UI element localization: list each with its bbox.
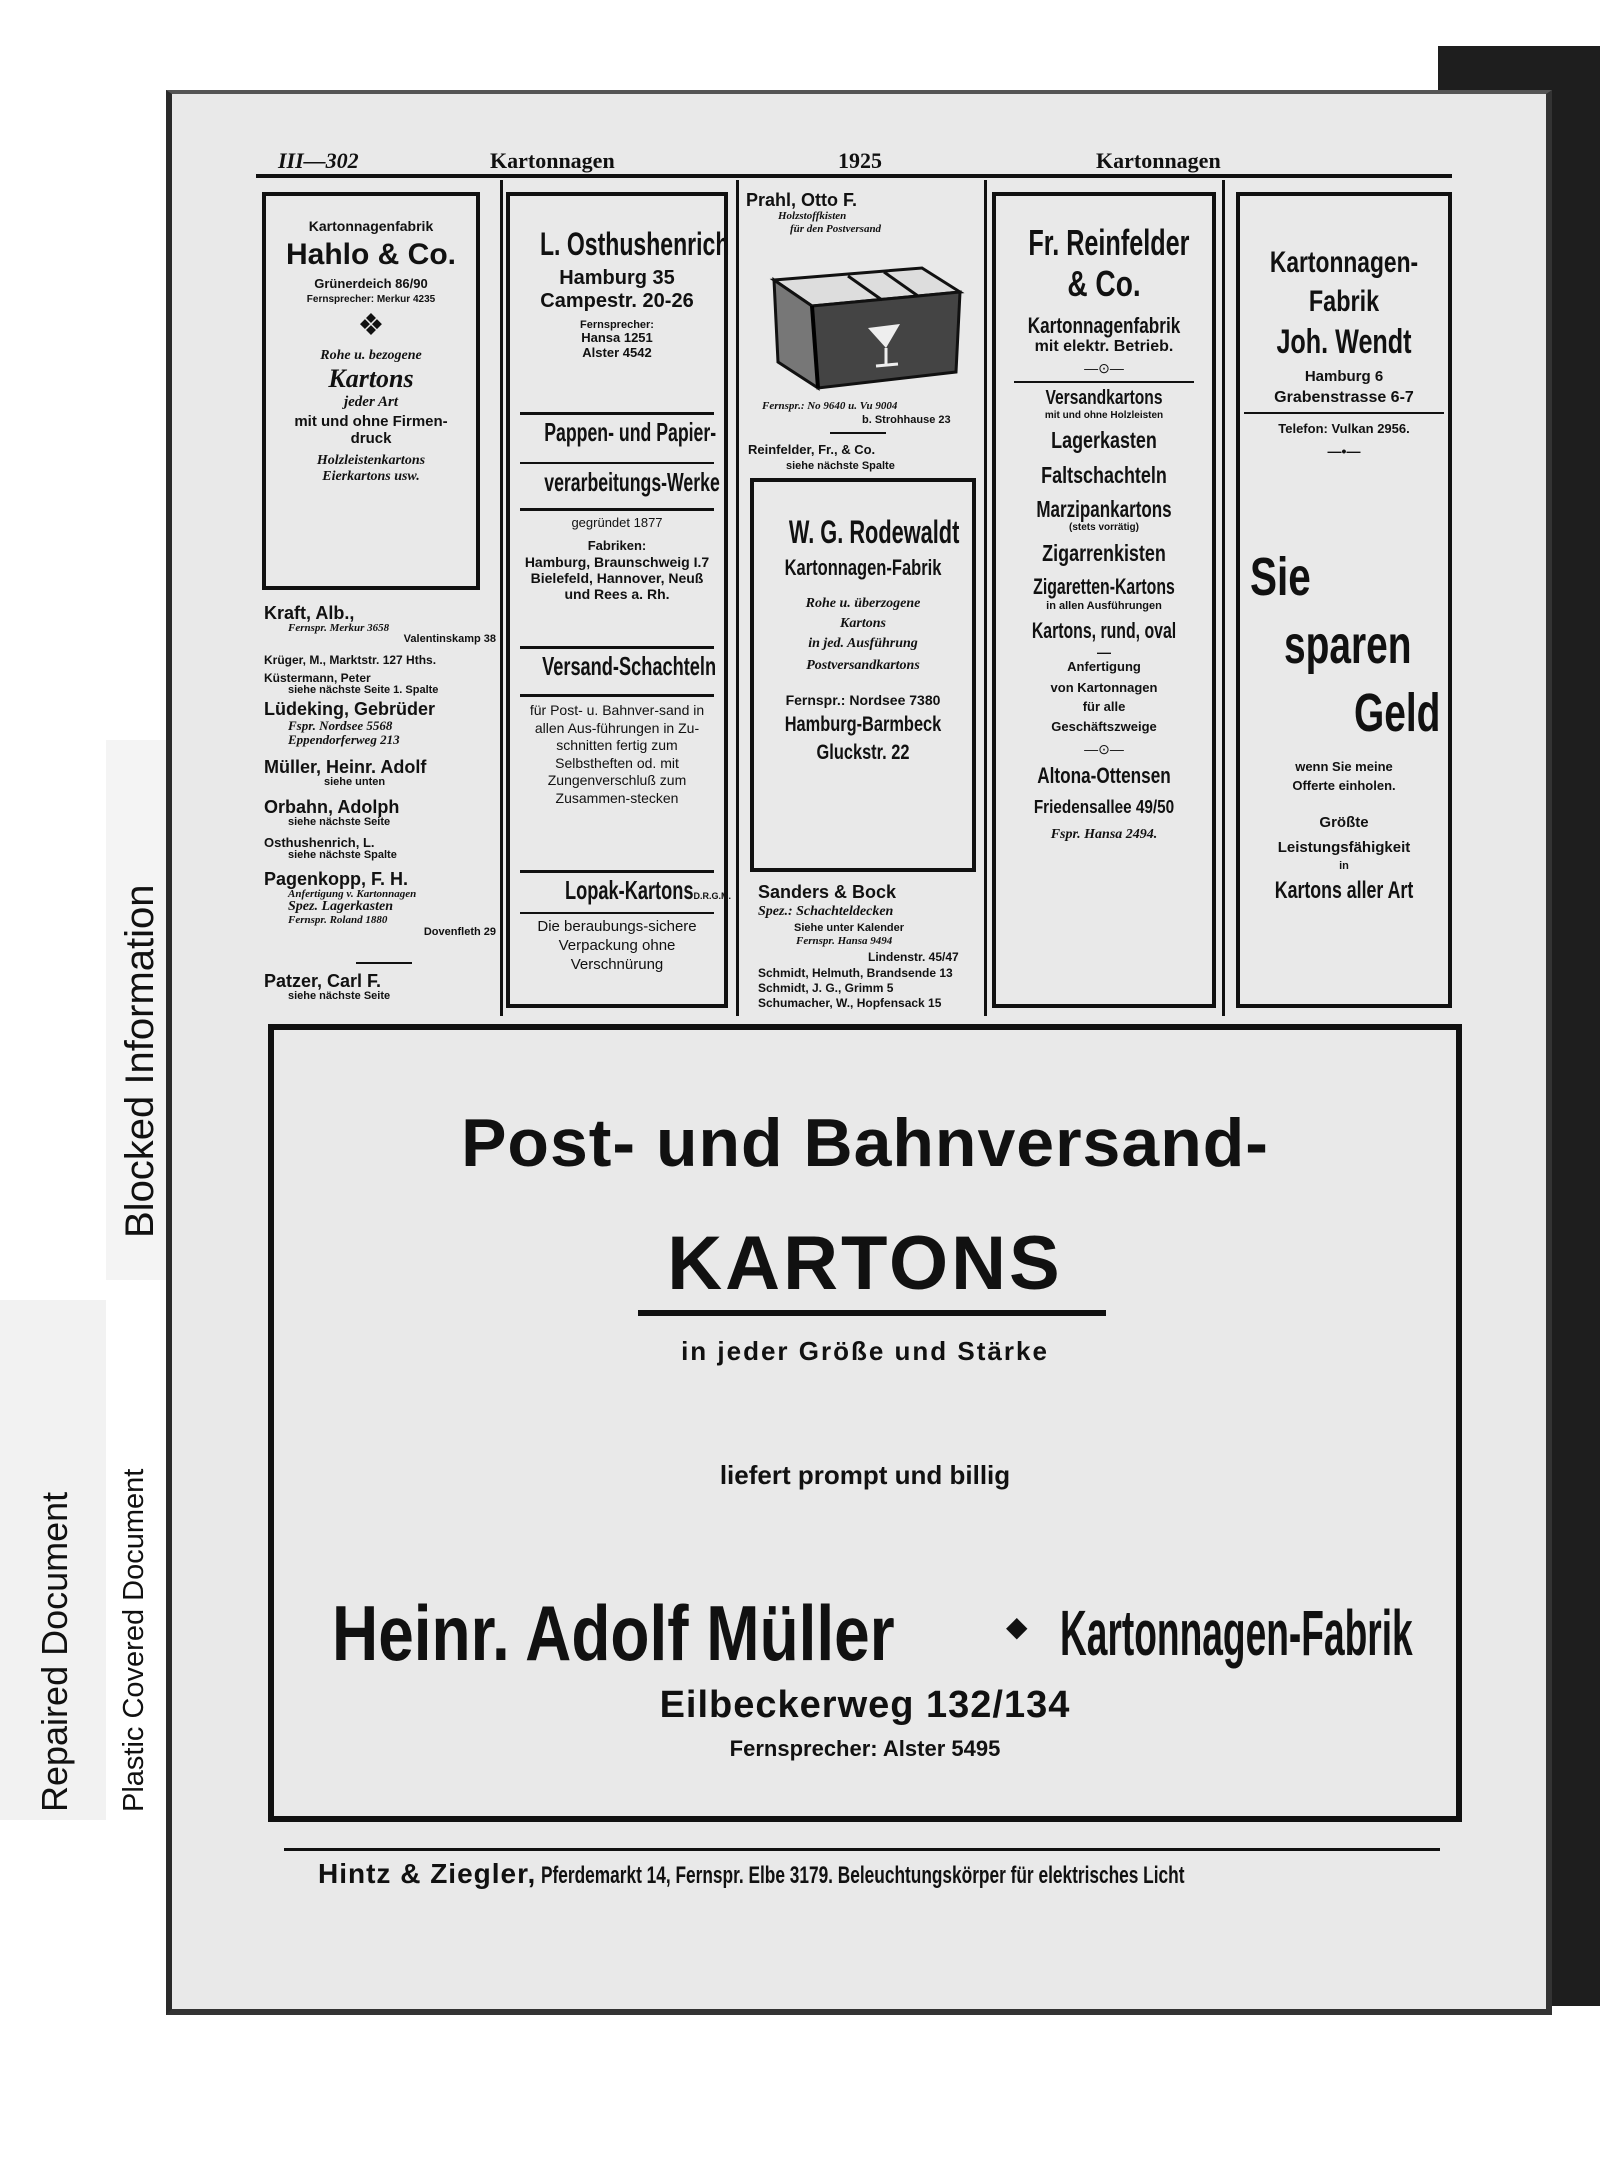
footer-line xyxy=(318,1858,1428,1890)
ad-reinfelder-text xyxy=(996,222,1212,844)
osthushenrich-founded: gegründet 1877 xyxy=(571,515,663,530)
hahlo-l8: mit und ohne Firmen-druck xyxy=(294,412,448,448)
entry-luedeking-l1: Fspr. Nordsee 5568 xyxy=(288,717,393,733)
mueller-headline: Post- und Bahnversand- xyxy=(461,1105,1269,1181)
reinfelder-p1: Versandkartons xyxy=(1045,386,1163,409)
entry-mueller xyxy=(264,758,496,788)
rodewaldt-street: Gluckstr. 22 xyxy=(816,740,910,764)
wendt-geld: Geld xyxy=(1354,683,1441,743)
reinfelder-a2: von Kartonnagen xyxy=(1050,679,1158,695)
reinfelder-p4: Marzipankartons xyxy=(1036,495,1172,522)
rodewaldt-l1: Rohe u. überzogene xyxy=(805,596,921,612)
osthushenrich-fab1: Hamburg, Braunschweig I.7 xyxy=(524,553,710,570)
mueller-street: Eilbeckerweg 132/134 xyxy=(659,1684,1071,1726)
wendt-w2: Offerte einholen. xyxy=(1292,777,1396,793)
wendt-l6: Telefon: Vulkan 2956. xyxy=(1278,420,1410,436)
reinfelder-p1s: mit und ohne Holzleisten xyxy=(1044,409,1164,421)
rodewaldt-city: Hamburg-Barmbeck xyxy=(784,712,942,736)
hahlo-name: Hahlo & Co. xyxy=(286,238,456,272)
entry-pagenkopp-name: Pagenkopp, F. H. xyxy=(264,869,409,889)
schumacher: Schumacher, W., Hopfensack 15 xyxy=(758,996,942,1010)
mueller-diamond: ◆ xyxy=(1006,1611,1028,1642)
wendt-g4: Kartons aller Art xyxy=(1274,877,1414,905)
repaired-document-label: Repaired Document xyxy=(34,1491,75,1812)
header-right-title: Kartonnagen xyxy=(1096,148,1221,173)
osthushenrich-lopak-desc: Die beraubungs-sichere Verpackung ohne Verschnürung xyxy=(537,918,697,973)
mueller-size: in jeder Größe und Stärke xyxy=(681,1336,1049,1366)
entry-kraft-l1: Fernspr. Merkur 3658 xyxy=(288,621,390,634)
ad-hahlo-text xyxy=(266,218,476,485)
entry-osthushenrich-l1: siehe nächste Spalte xyxy=(288,848,397,861)
column-rule-3 xyxy=(984,180,987,1016)
reinfelder-a1: Anfertigung xyxy=(1067,658,1141,674)
wendt-g2: Leistungsfähigkeit xyxy=(1277,839,1411,857)
entry-luedeking-name: Lüdeking, Gebrüder xyxy=(264,699,436,719)
osthushenrich-lopak-wrap xyxy=(510,875,731,906)
reinfelder-dash: — xyxy=(1097,643,1111,660)
wendt-sparen: sparen xyxy=(1284,615,1412,675)
blocked-information-label: Blocked Information xyxy=(118,884,162,1238)
osthushenrich-name: L. Osthushenrich xyxy=(539,226,730,262)
reinfelder-ref-name: Reinfelder, Fr., & Co. xyxy=(748,442,876,457)
entry-luedeking-l2: Eppendorferweg 213 xyxy=(288,731,400,747)
osthushenrich-rule-5 xyxy=(520,694,714,697)
osthushenrich-phone-label: Fernsprecher: xyxy=(580,318,654,331)
sanders-l2: Fernspr. Hansa 9494 xyxy=(796,935,893,947)
hahlo-l7: jeder Art xyxy=(343,393,399,410)
entry-osthushenrich-name: Osthushenrich, L. xyxy=(264,835,375,850)
schmidt-h: Schmidt, Helmuth, Brandsende 13 xyxy=(758,966,953,980)
entry-kraft-name: Kraft, Alb., xyxy=(264,603,355,623)
osthushenrich-lopak-desc-wrap xyxy=(530,918,704,974)
entry-kuestermann-l1: siehe nächste Seite 1. Spalte xyxy=(288,683,439,696)
wendt-l1: Kartonnagen- xyxy=(1269,246,1419,279)
entry-pagenkopp xyxy=(264,870,496,938)
reinfelder-orn: —⊙— xyxy=(1084,360,1124,377)
footer-firm: Hintz & Ziegler, xyxy=(318,1858,537,1889)
entry-patzer xyxy=(264,972,496,1002)
osthushenrich-street: Campestr. 20-26 xyxy=(540,289,694,312)
header-rule xyxy=(256,174,1452,178)
ad-wendt-lower xyxy=(1240,760,1448,905)
reinfelder-ref-l1: siehe nächste Spalte xyxy=(786,460,895,472)
osthushenrich-lopak-tag: D.R.G.M. xyxy=(693,891,731,901)
header-year: 1925 xyxy=(838,148,882,173)
rodewaldt-phone: Fernspr.: Nordsee 7380 xyxy=(785,692,941,709)
wendt-l5: Grabenstrasse 6-7 xyxy=(1274,389,1414,407)
osthushenrich-lopak: Lopak-Kartons xyxy=(565,875,694,905)
reinfelder-p2: Lagerkasten xyxy=(1051,427,1157,454)
hahlo-address: Grünerdeich 86/90 xyxy=(314,275,428,291)
rodewaldt-name: W. G. Rodewaldt xyxy=(788,514,960,550)
wendt-l2: Fabrik xyxy=(1308,284,1380,318)
entry-pagenkopp-l2: Spez. Lagerkasten xyxy=(288,899,393,915)
entry-kraft-l2: Valentinskamp 38 xyxy=(403,633,496,646)
mueller-kartons-rule xyxy=(638,1310,1106,1316)
column-rule-1 xyxy=(500,180,503,1016)
sanders-name: Sanders & Bock xyxy=(758,882,897,902)
entry-pagenkopp-l4: Dovenfleth 29 xyxy=(423,925,496,938)
hahlo-ornament: ❖ xyxy=(357,309,385,343)
osthushenrich-werke xyxy=(510,468,724,498)
wendt-w1: wenn Sie meine xyxy=(1295,759,1393,774)
reinfelder-orn2: —⊙— xyxy=(1084,741,1124,758)
reinfelder-p6s: in allen Ausführungen xyxy=(1046,599,1162,612)
reinfelder-street: Friedensallee 49/50 xyxy=(1033,796,1175,817)
hahlo-l10: Eierkartons usw. xyxy=(322,469,420,485)
wendt-l3: Joh. Wendt xyxy=(1276,323,1412,361)
hahlo-phone: Fernsprecher: Merkur 4235 xyxy=(306,293,436,305)
reinfelder-city: Altona-Ottensen xyxy=(1037,763,1171,789)
hahlo-l1: Kartonnagenfabrik xyxy=(308,218,434,234)
mueller-kartons: KARTONS xyxy=(667,1221,1063,1306)
entry-patzer-l1: siehe nächste Seite xyxy=(288,989,391,1002)
wendt-rule xyxy=(1244,412,1444,414)
sanders-spez: Spez.: Schachteldecken xyxy=(758,904,894,919)
osthushenrich-fab xyxy=(510,516,724,602)
prahl-rule xyxy=(830,432,886,434)
entry-separator xyxy=(356,962,412,964)
reinfelder-a4: Geschäftszweige xyxy=(1051,719,1157,735)
ad-wendt-text xyxy=(1240,246,1448,459)
plastic-covered-label: Plastic Covered Document xyxy=(118,1468,150,1812)
page-number: III—302 xyxy=(278,148,359,173)
mueller-prompt: liefert prompt und billig xyxy=(719,1460,1011,1490)
entry-kuestermann xyxy=(264,672,496,696)
reinfelder-p4s: (stets vorrätig) xyxy=(1068,522,1139,534)
prahl-phone: Fernspr.: No 9640 u. Vu 9004 xyxy=(762,400,898,412)
entry-luedeking xyxy=(264,700,496,746)
hahlo-kartons: Kartons xyxy=(328,363,414,393)
mueller-phone: Fernsprecher: Alster 5495 xyxy=(729,1736,1001,1761)
rodewaldt-l3: in jed. Ausführung xyxy=(808,636,918,652)
entry-mueller-l1: siehe unten xyxy=(324,775,386,788)
osthushenrich-phone2: Alster 4542 xyxy=(582,345,652,361)
wendt-l4: Hamburg 6 xyxy=(1304,368,1384,386)
osthushenrich-desc: für Post- u. Bahnver-sand in allen Aus-führungen in Zu-schnitten fertig zum Selbstheften od. mit Zungenverschluß zum Zusammen-stecken xyxy=(529,702,705,806)
osthushenrich-fab3: und Rees a. Rh. xyxy=(564,586,670,603)
osthushenrich-rule-4 xyxy=(520,646,714,649)
mueller-name: Heinr. Adolf Müller xyxy=(332,1589,895,1677)
osthushenrich-city: Hamburg 35 xyxy=(559,266,675,289)
reinfelder-name2: & Co. xyxy=(1067,263,1141,305)
osthushenrich-desc-wrap xyxy=(526,702,708,807)
entry-osthushenrich xyxy=(264,836,496,861)
wendt-orn: —•— xyxy=(1327,442,1361,459)
footer-rule xyxy=(284,1848,1440,1851)
osthushenrich-rule-2 xyxy=(520,462,714,464)
entry-orbahn-l1: siehe nächste Seite xyxy=(288,815,391,828)
reinfelder-phone: Fspr. Hansa 2494. xyxy=(1050,827,1158,843)
entry-kuestermann-name: Küstermann, Peter xyxy=(264,671,371,685)
sanders-l3: Lindenstr. 45/47 xyxy=(868,950,959,964)
entry-krueger-name: Krüger, M., Marktstr. 127 Hths. xyxy=(264,653,437,667)
osthushenrich-versand-title: Versand-Schachteln xyxy=(542,651,717,681)
reinfelder-p7: Kartons, rund, oval xyxy=(1031,618,1177,644)
osthushenrich-versand xyxy=(510,652,724,682)
entry-orbahn-name: Orbahn, Adolph xyxy=(264,797,400,817)
reinfelder-a3: für alle xyxy=(1082,698,1126,714)
crate-illustration xyxy=(752,240,974,400)
prahl-sub2: für den Postversand xyxy=(790,223,882,235)
schmidt-j: Schmidt, J. G., Grimm 5 xyxy=(758,981,894,995)
header-left-title: Kartonnagen xyxy=(490,148,615,173)
rodewaldt-l4: Postversandkartons xyxy=(806,658,920,674)
entry-krueger xyxy=(264,654,496,667)
osthushenrich-rule-7 xyxy=(520,912,714,914)
hahlo-l5: Rohe u. bezogene xyxy=(320,347,422,363)
osthushenrich-rule-1 xyxy=(520,412,714,415)
osthushenrich-fab-label: Fabriken: xyxy=(587,537,647,553)
prahl-addr: b. Strohhause 23 xyxy=(862,414,951,426)
hahlo-l9: Holzleistenkartons xyxy=(316,453,426,469)
entry-kraft xyxy=(264,604,496,646)
reinfelder-name1: Fr. Reinfelder xyxy=(1028,222,1190,263)
reinfelder-p3: Faltschachteln xyxy=(1041,461,1167,488)
osthushenrich-fab2: Bielefeld, Hannover, Neuß xyxy=(530,569,704,586)
entry-patzer-name: Patzer, Carl F. xyxy=(264,971,382,991)
footer-rest: Pferdemarkt 14, Fernspr. Elbe 3179. Beleuchtungskörper für elektrisches Licht xyxy=(540,1862,1185,1889)
column-rule-2 xyxy=(736,180,739,1016)
wendt-g3: in xyxy=(1339,860,1349,873)
osthushenrich-rule-3 xyxy=(520,508,714,511)
wendt-g1: Größte xyxy=(1319,813,1369,831)
osthushenrich-rule-6 xyxy=(520,870,714,873)
entry-orbahn xyxy=(264,798,496,828)
mueller-fabrik: Kartonnagen-Fabrik xyxy=(1060,1597,1413,1669)
entry-mueller-name: Müller, Heinr. Adolf xyxy=(264,757,427,777)
osthushenrich-pappen2: verarbeitungs-Werke xyxy=(544,467,720,497)
entry-pagenkopp-l1: Anfertigung v. Kartonnagen xyxy=(288,887,417,900)
reinfelder-l2: mit elektr. Betrieb. xyxy=(1034,338,1174,356)
entry-pagenkopp-l3: Fernspr. Roland 1880 xyxy=(288,914,388,927)
sanders-l1: Siehe unter Kalender xyxy=(794,922,905,934)
osthushenrich-pappen xyxy=(510,418,724,448)
rodewaldt-sub: Kartonnagen-Fabrik xyxy=(784,554,942,580)
column-rule-4 xyxy=(1222,180,1225,1016)
rodewaldt-l2: Kartons xyxy=(840,616,886,632)
osthushenrich-pappen1: Pappen- und Papier- xyxy=(544,417,717,447)
reinfelder-p5: Zigarrenkisten xyxy=(1042,539,1166,566)
osthushenrich-phone1: Hansa 1251 xyxy=(581,330,653,346)
reinfelder-rule-1 xyxy=(1014,381,1194,383)
prahl-name: Prahl, Otto F. xyxy=(746,190,858,210)
reinfelder-p6: Zigaretten-Kartons xyxy=(1033,574,1175,600)
prahl-sub1: Holzstoffkisten xyxy=(778,210,847,222)
reinfelder-l1: Kartonnagenfabrik xyxy=(1027,312,1181,338)
ad-rodewaldt-text xyxy=(754,514,972,765)
ad-osthushenrich-text xyxy=(510,226,730,361)
wendt-sie: Sie xyxy=(1250,547,1311,607)
